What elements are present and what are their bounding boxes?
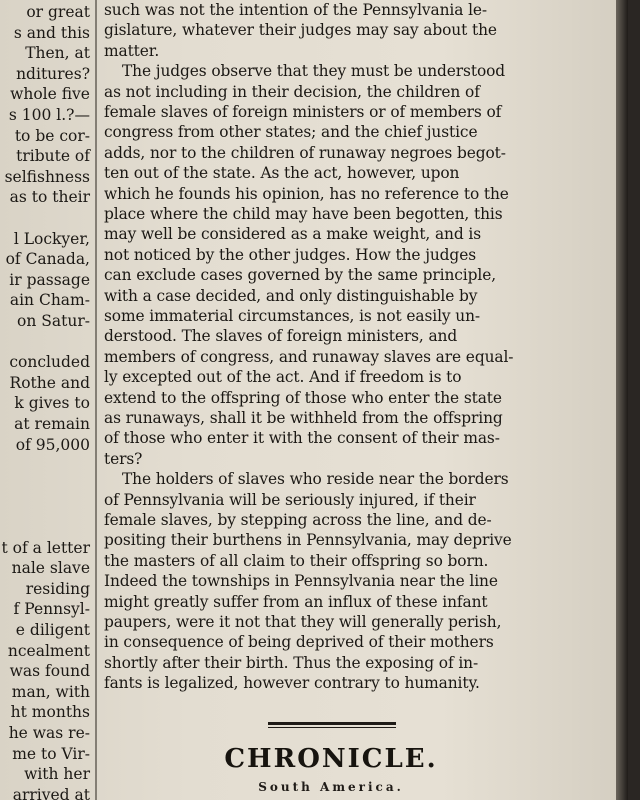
left-column-line: on Satur- (17, 312, 90, 330)
article-line: which he founds his opinion, has no reference to the (104, 184, 509, 203)
left-column-line: to be cor- (14, 126, 90, 145)
left-column-line: man, with (11, 682, 90, 701)
article-line: ters? (104, 449, 143, 468)
article-line: can exclude cases governed by the same principle, (104, 266, 496, 285)
left-column (0, 0, 92, 800)
article-line: place where the child may have been begotten, this (104, 205, 503, 223)
left-column-line: whole five (10, 85, 90, 104)
left-column-line: or great (26, 3, 90, 21)
left-column-line: nale slave (11, 559, 90, 578)
article-line: female slaves, by stepping across the line, and de- (104, 511, 492, 529)
article-line: positing their burthens in Pennsylvania, may deprive (104, 531, 512, 550)
article-line: The holders of slaves who reside near the borders (122, 470, 509, 489)
right-column (104, 0, 556, 800)
article-line: shortly after their birth. Thus the exposing of in- (104, 653, 479, 672)
left-column-line: nditures? (16, 64, 90, 83)
left-column-line: as to their (9, 188, 90, 207)
article-line: might greatly suffer from an influx of these infant (104, 592, 488, 611)
section-subheading: South America. (258, 780, 404, 794)
article-line: gislature, whatever their judges may say about the (104, 21, 497, 40)
article-line: of Pennsylvania will be seriously injured, if their (104, 490, 476, 509)
article-line: as runaways, shall it be withheld from the offspring (104, 409, 503, 427)
left-column-line: residing (25, 579, 90, 598)
article-line: not noticed by the other judges. How the judges (104, 245, 476, 264)
article-line: such was not the intention of the Pennsylvania le- (104, 1, 488, 19)
left-column-line: was found (9, 662, 90, 681)
left-column-line: selfishness (4, 167, 90, 186)
article-line: with a case decided, and only distinguishable by (104, 286, 478, 305)
article-line: Indeed the townships in Pennsylvania near the line (104, 572, 498, 591)
article-line: matter. (104, 41, 160, 60)
page-edge-shadow (616, 0, 628, 800)
left-column-line: s and this (13, 23, 90, 42)
left-column-line: t of a letter (1, 538, 90, 557)
left-column-line: ain Cham- (9, 291, 90, 310)
left-column-line: of 95,000 (15, 435, 90, 454)
article-line: fants is legalized, however contrary to humanity. (104, 674, 480, 693)
article-line: adds, nor to the children of runaway negroes begot- (104, 143, 506, 162)
article-line: of those who enter it with the consent of their mas- (104, 429, 500, 448)
left-column-line: k gives to (14, 394, 90, 413)
left-column-line: s 100 l.?— (8, 106, 90, 124)
left-column-line: concluded (9, 353, 90, 372)
article-line: The judges observe that they must be understood (122, 62, 506, 81)
left-column-line: f Pennsyl- (13, 600, 90, 619)
article-line: paupers, were it not that they will generally perish, (104, 613, 502, 631)
article-line: members of congress, and runaway slaves are equal- (104, 347, 514, 366)
left-column-line: ncealment (7, 641, 90, 660)
left-column-line: l Lockyer, (13, 229, 90, 248)
article-line: female slaves of foreign ministers or of members of (104, 103, 502, 121)
left-column-line: me to Vir- (12, 744, 90, 763)
section-divider (268, 722, 396, 725)
left-column-line: ir passage (9, 270, 90, 289)
left-column-line: at remain (14, 415, 90, 433)
article-line: may well be considered as a make weight, and is (104, 225, 482, 244)
article-line: the masters of all claim to their offspring so born. (104, 551, 489, 570)
article-line: extend to the offspring of those who enter the state (104, 388, 502, 407)
left-column-line: he was re- (8, 724, 90, 742)
left-column-line: e diligent (15, 621, 90, 639)
article-line: ten out of the state. As the act, however, upon (104, 164, 460, 183)
column-rule (95, 0, 97, 800)
left-column-line: with her (24, 765, 90, 784)
article-line: derstood. The slaves of foreign ministers, and (104, 327, 458, 346)
section-heading: CHRONICLE. (224, 744, 438, 774)
left-column-line: Rothe and (9, 373, 90, 392)
article-line: in consequence of being deprived of their mothers (104, 633, 494, 652)
left-column-line: Then, at (25, 44, 90, 63)
left-column-line: ht months (10, 703, 90, 722)
left-column-line: arrived at (12, 785, 90, 800)
left-column-line: tribute of (16, 147, 90, 166)
article-line: ly excepted out of the act. And if freedom is to (104, 368, 462, 387)
article-line: some immaterial circumstances, is not easily un- (104, 307, 481, 325)
article-line: congress from other states; and the chief justice (104, 123, 478, 142)
left-column-line: of Canada, (5, 250, 90, 269)
article-line: as not including in their decision, the children of (104, 82, 480, 101)
